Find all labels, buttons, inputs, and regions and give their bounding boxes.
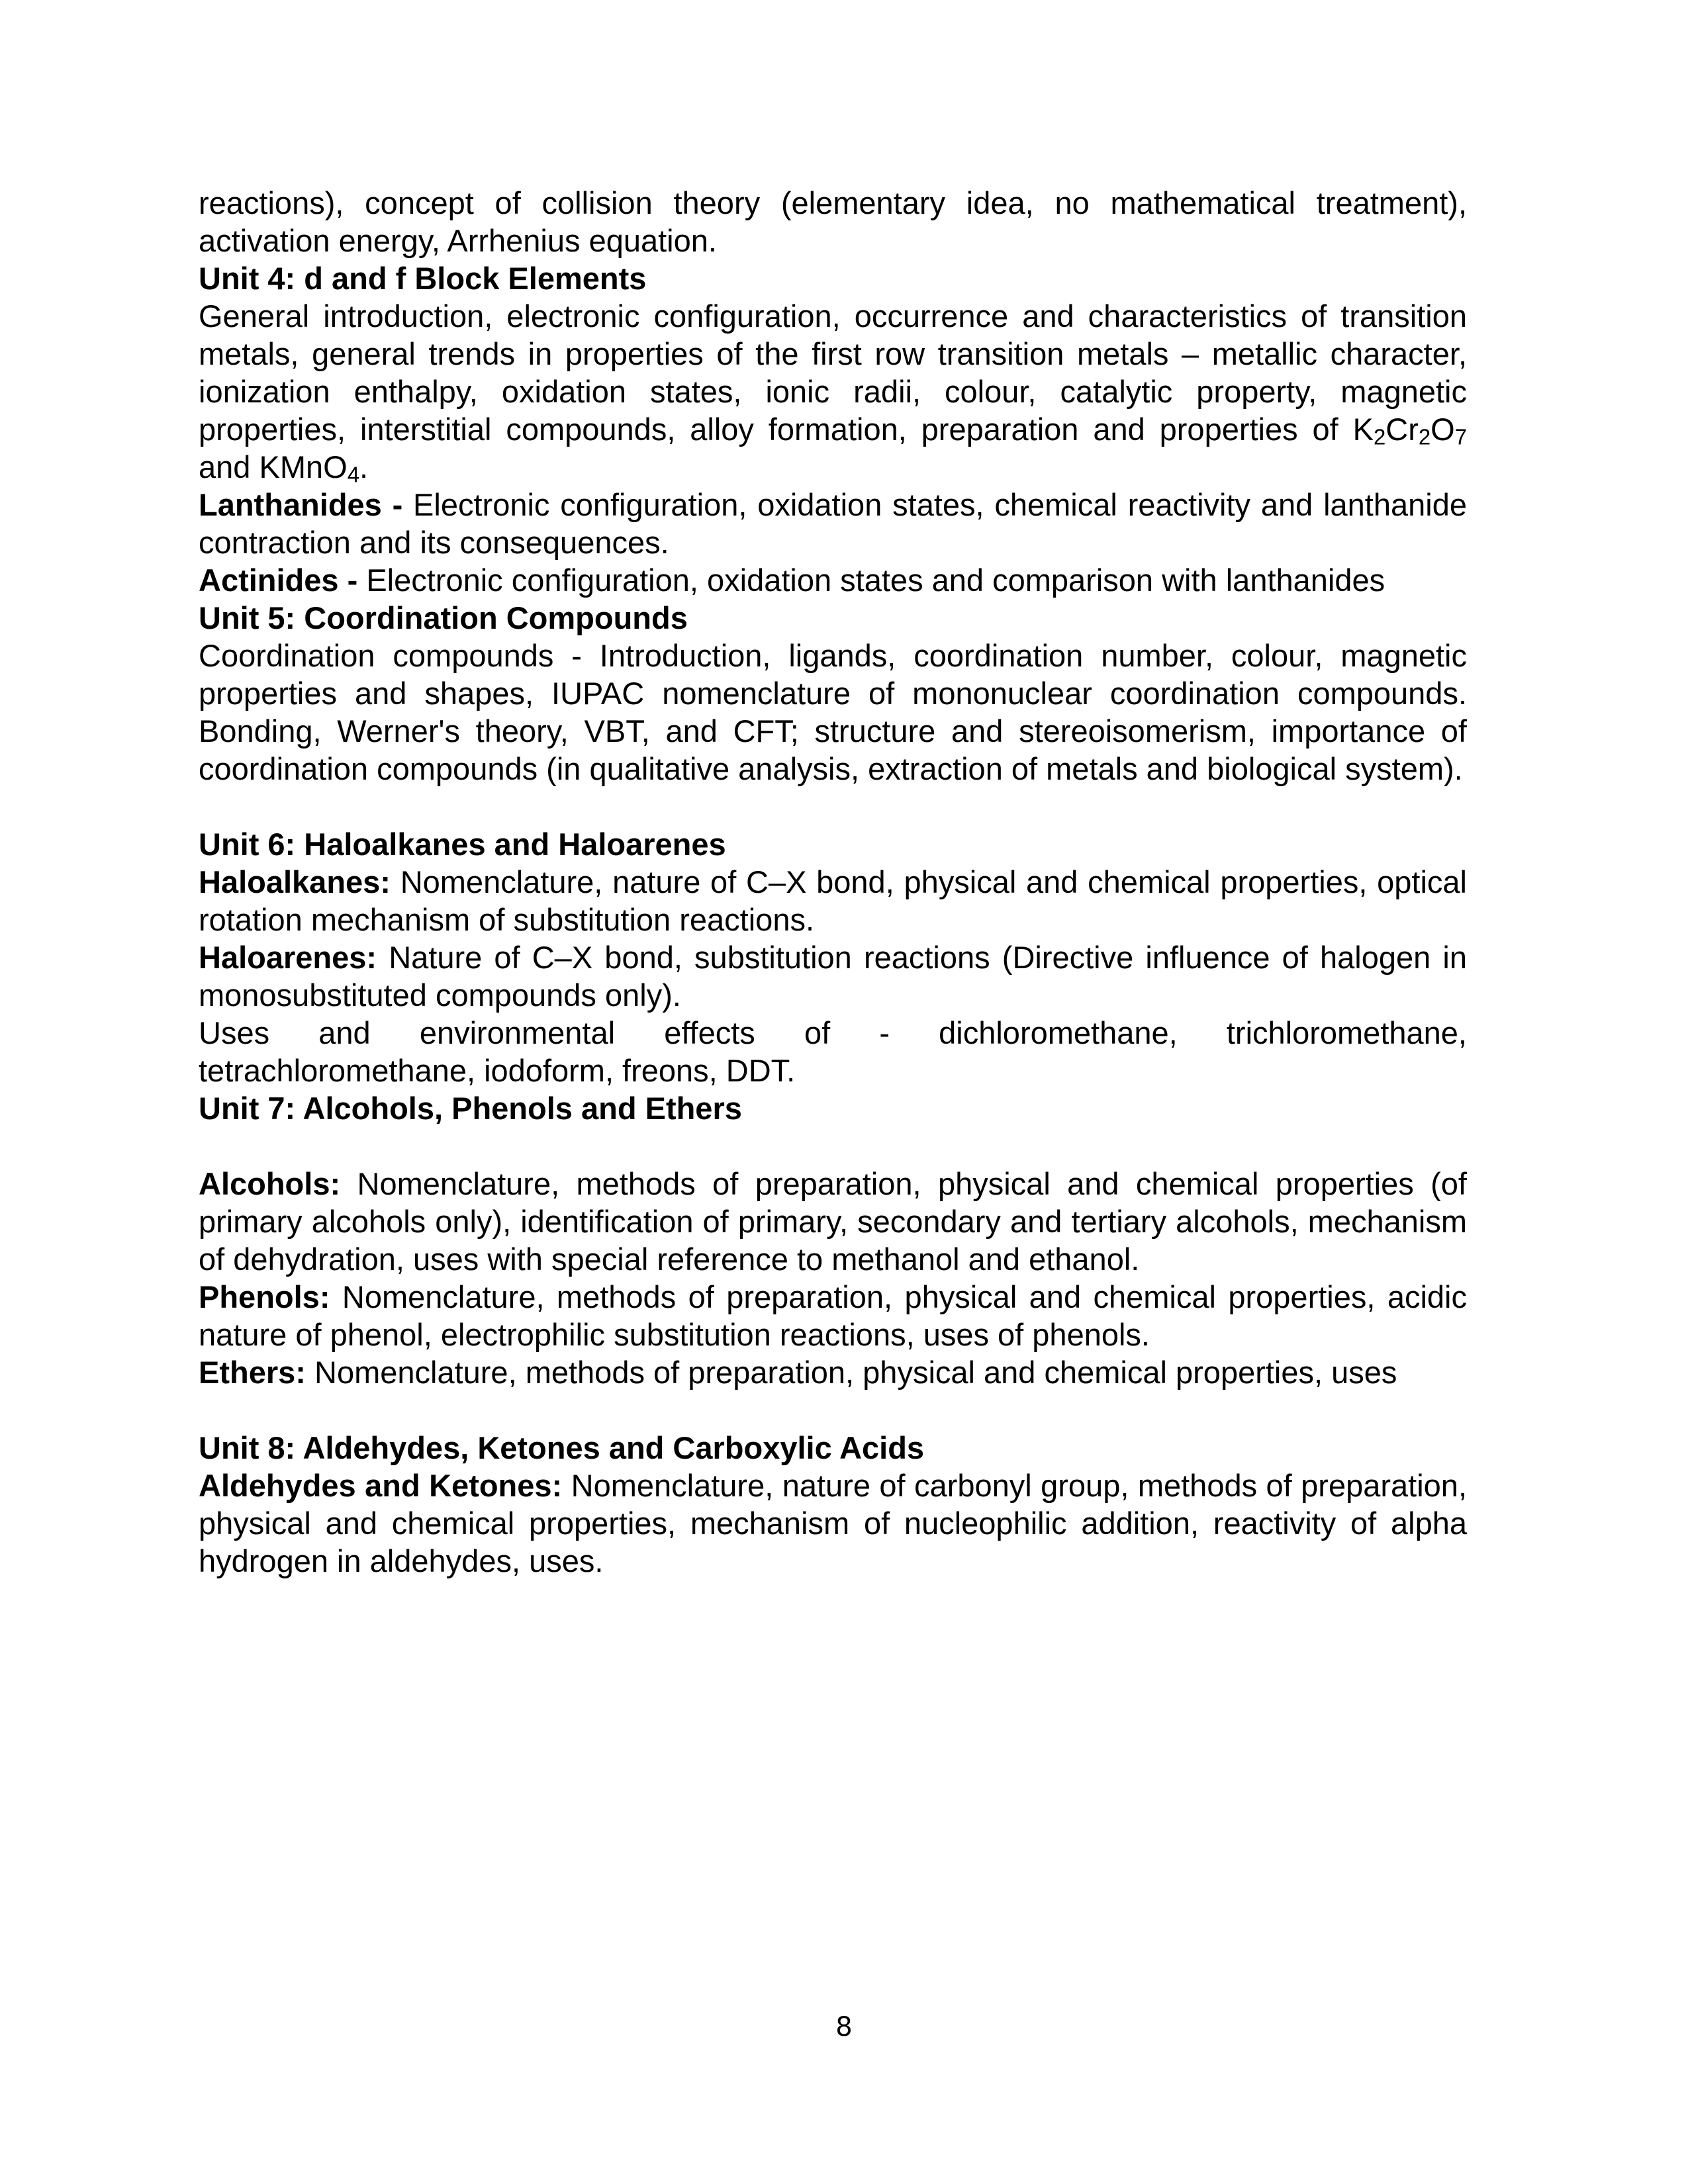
haloarenes-paragraph [199,938,1467,1014]
formula-subscript: 2 [1373,424,1386,449]
unit-5-heading: Unit 5: Coordination Compounds [199,600,688,635]
ethers-text: Nomenclature, methods of preparation, physical and chemical properties, uses [305,1355,1397,1390]
haloalkanes-label: Haloalkanes: [199,864,391,899]
page-number: 8 [835,2012,853,2042]
spacer [199,1127,1467,1165]
aldehydes-ketones-paragraph [199,1467,1467,1580]
syllabus-content [199,184,1467,1580]
spacer [199,788,1467,825]
uses-line-2: tetrachloromethane, iodoform, freons, DDT. [199,1053,796,1088]
actinides-text: Electronic configuration, oxidation states and comparison with lanthanides [357,563,1385,598]
formula-subscript: 7 [1454,424,1467,449]
formula-text: and KMnO [199,449,348,484]
intro-paragraph: reactions), concept of collision theory (elementary idea, no mathematical treatment), activation energy, Arrhenius equation. [199,185,1467,258]
haloalkanes-text: Nomenclature, nature of C–X bond, physical and chemical properties, optical rotation mechanism of substitution reactions. [199,864,1467,937]
haloalkanes-paragraph [199,863,1467,938]
unit-8-heading: Unit 8: Aldehydes, Ketones and Carboxylic Acids [199,1430,925,1465]
alcohols-text: Nomenclature, methods of preparation, physical and chemical properties (of primary alcohols only), identification of primary, secondary and tertiary alcohols, mechanism of dehydration, uses with special reference to methanol and ethanol. [199,1166,1467,1277]
unit-5-paragraph: Coordination compounds - Introduction, ligands, coordination number, colour, magnetic properties and shapes, IUPAC nomenclature of mononuclear coordination compounds. Bonding, Werner's theory, VBT, and CFT; structure and stereoisomerism, importance of coordination compounds (in qualitative analysis, extraction of metals and biological system). [199,638,1467,786]
unit-7-heading: Unit 7: Alcohols, Phenols and Ethers [199,1091,742,1126]
alcohols-paragraph [199,1165,1467,1278]
actinides-paragraph [199,561,1467,599]
actinides-label: Actinides - [199,563,358,598]
formula-text: . [359,449,369,484]
phenols-text: Nomenclature, methods of preparation, physical and chemical properties, acidic nature of phenol, electrophilic substitution reactions, uses of phenols. [199,1279,1467,1352]
ethers-label: Ethers: [199,1355,306,1390]
alcohols-label: Alcohols: [199,1166,341,1201]
formula-subscript: 2 [1418,424,1431,449]
phenols-label: Phenols: [199,1279,330,1314]
lanthanides-label: Lanthanides - [199,487,403,522]
formula-subscript: 4 [347,462,359,487]
unit-6-heading: Unit 6: Haloalkanes and Haloarenes [199,827,726,862]
phenols-paragraph [199,1278,1467,1353]
lanthanides-paragraph [199,486,1467,561]
aldehydes-ketones-label: Aldehydes and Ketones: [199,1468,563,1503]
ethers-paragraph [199,1353,1467,1391]
uses-line-1: Uses and environmental effects of - dichloromethane, trichloromethane, [199,1015,1467,1050]
aldehydes-ketones-text: Nomenclature, nature of carbonyl group, methods of preparation, physical and chemical properties, mechanism of nucleophilic addition, reactivity of alpha hydrogen in aldehydes, uses. [199,1468,1467,1578]
formula-text: O [1430,412,1455,447]
lanthanides-text: Electronic configuration, oxidation states, chemical reactivity and lanthanide contraction and its consequences. [199,487,1467,560]
unit-4-general-paragraph [199,297,1467,486]
unit-4-heading: Unit 4: d and f Block Elements [199,261,647,296]
unit-4-general-text: General introduction, electronic configuration, occurrence and characteristics of transition metals, general trends in properties of the first row transition metals – metallic character, ionization enthalpy, oxidation states, ionic radii, colour, catalytic property, magnetic properties, interstitial compounds, alloy formation, preparation and properties of K [199,298,1467,447]
haloarenes-label: Haloarenes: [199,940,377,975]
haloarenes-text: Nature of C–X bond, substitution reactions (Directive influence of halogen in monosubstituted compounds only). [199,940,1467,1013]
spacer [199,1391,1467,1429]
formula-text: Cr [1385,412,1419,447]
